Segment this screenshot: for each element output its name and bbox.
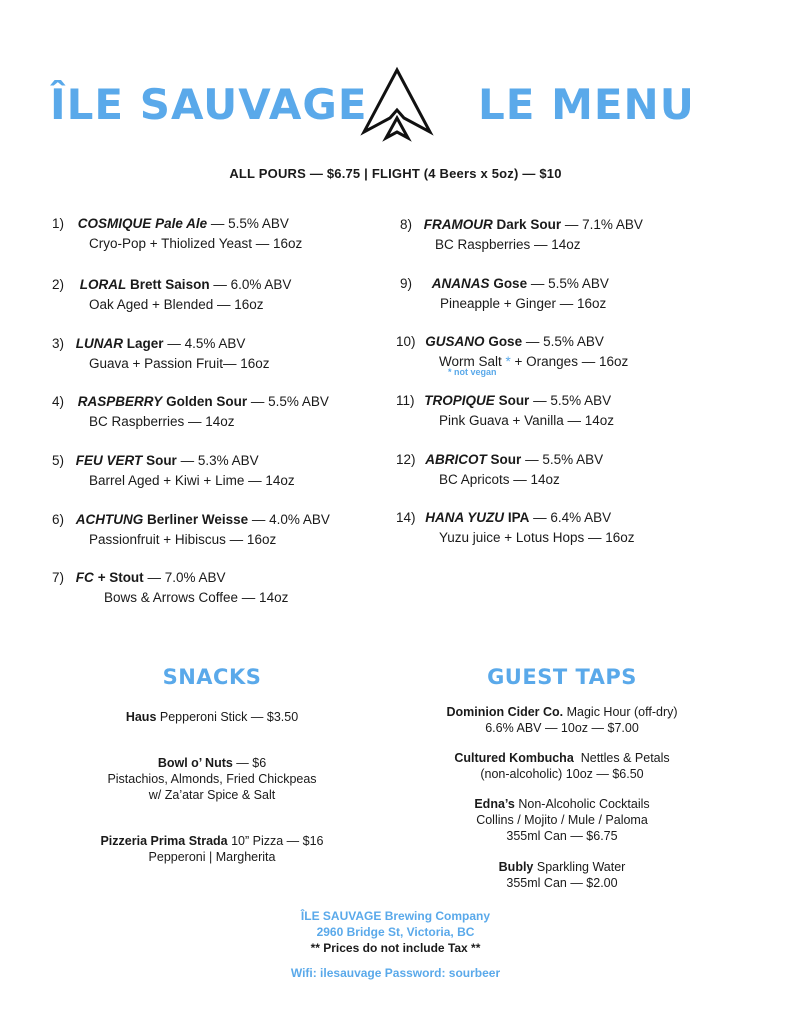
beer-style: Lager (126, 336, 164, 351)
wifi-info: Wifi: ilesauvage Password: sourbeer (290, 966, 501, 980)
beer-name: FEU VERT (75, 453, 143, 468)
beer-style: Sour (146, 453, 177, 468)
beer-number: 7) (52, 570, 65, 585)
item-desc: Sparkling Water (533, 860, 626, 874)
beer-name: GUSANO (425, 334, 485, 349)
beer-detail: Pineapple + Ginger — 16oz (440, 296, 607, 311)
company-address: 2960 Bridge St, Victoria, BC (316, 925, 475, 939)
snack-item (62, 755, 362, 803)
arrowhead-logo-icon (360, 66, 434, 144)
beer-number: 2) (52, 277, 65, 292)
beer-item (52, 510, 330, 550)
beer-name: FC + (75, 570, 106, 585)
beer-detail: Passionfruit + Hibiscus — 16oz (89, 532, 277, 547)
menu-title: LE MENU (478, 80, 695, 129)
beer-detail: BC Apricots — 14oz (439, 472, 560, 487)
tax-note: ** Prices do not include Tax ** (310, 941, 481, 955)
beer-detail: Bows & Arrows Coffee — 14oz (104, 590, 289, 605)
beer-detail: BC Raspberries — 14oz (435, 237, 581, 252)
beer-style: Berliner Weisse (147, 512, 249, 527)
beer-number: 11) (396, 393, 415, 408)
beer-abv: — 6.0% ABV (209, 277, 292, 292)
company-name: ÎLE SAUVAGE Brewing Company (300, 909, 491, 923)
detail-text: + Oranges — 16oz (510, 354, 629, 369)
beer-item (52, 214, 302, 254)
footer (0, 908, 791, 956)
beer-abv: — 7.0% ABV (143, 570, 226, 585)
item-desc: 355ml Can — $2.00 (506, 876, 618, 890)
beer-style: Golden Sour (166, 394, 248, 409)
item-desc: Magic Hour (off-dry) (563, 705, 678, 719)
beer-detail: Cryo-Pop + Thiolized Yeast — 16oz (89, 236, 303, 251)
beer-style: Brett Saison (130, 277, 210, 292)
beer-item (52, 334, 269, 374)
item-desc: 10” Pizza — $16 (227, 834, 324, 848)
beer-abv: — 5.5% ABV (527, 276, 609, 291)
beer-number: 14) (396, 510, 416, 525)
beer-abv: — 5.5% ABV (522, 334, 604, 349)
beer-name: TROPIQUE (424, 393, 495, 408)
beer-abv: — 5.5% ABV (247, 394, 329, 409)
beer-abv: — 7.1% ABV (561, 217, 643, 232)
beer-name: LORAL (79, 277, 127, 292)
item-name: Bubly (498, 860, 534, 874)
guest-taps-title: GUEST TAPS (487, 665, 637, 689)
beer-item (52, 568, 288, 608)
guest-tap-item (412, 859, 712, 891)
beer-name: ANANAS (431, 276, 490, 291)
beer-abv: — 4.5% ABV (163, 336, 246, 351)
beer-number: 4) (52, 394, 65, 409)
beer-style: Pale Ale (155, 216, 208, 231)
beer-abv: — 5.5% ABV (529, 393, 612, 408)
item-name: Bowl o’ Nuts (157, 756, 233, 770)
brand-title: ÎLE SAUVAGE (50, 80, 368, 129)
beer-abv: — 5.5% ABV (207, 216, 289, 231)
beer-abv: — 6.4% ABV (529, 510, 612, 525)
item-name: Dominion Cider Co. (446, 705, 564, 719)
item-desc: Nettles & Petals (573, 751, 670, 765)
beer-item (396, 332, 628, 372)
beer-number: 10) (396, 334, 416, 349)
beer-style: Dark Sour (496, 217, 562, 232)
item-desc: 6.6% ABV — 10oz — $7.00 (485, 721, 639, 735)
beer-item (400, 215, 643, 255)
item-desc: — $6 (232, 756, 267, 770)
beer-name: RASPBERRY (77, 394, 163, 409)
beer-name: ABRICOT (425, 452, 487, 467)
beer-detail: BC Raspberries — 14oz (89, 414, 235, 429)
beer-abv: — 5.5% ABV (521, 452, 604, 467)
beer-detail: Guava + Passion Fruit— 16oz (89, 356, 270, 371)
item-name: Edna’s (474, 797, 515, 811)
item-desc: Non-Alcoholic Cocktails (514, 797, 650, 811)
detail-text: Worm Salt (439, 354, 506, 369)
beer-number: 3) (52, 336, 65, 351)
beer-item (396, 391, 614, 431)
guest-tap-item (412, 704, 712, 736)
beer-style: Gose (488, 334, 523, 349)
guest-tap-item (412, 750, 712, 782)
beer-style: Stout (109, 570, 144, 585)
guest-tap-item (412, 796, 712, 844)
beer-number: 6) (52, 512, 65, 527)
item-desc: Collins / Mojito / Mule / Paloma (476, 813, 648, 827)
beer-number: 1) (52, 216, 65, 231)
beer-abv: — 4.0% ABV (248, 512, 330, 527)
beer-item (52, 275, 291, 315)
item-name: Cultured Kombucha (454, 751, 574, 765)
beer-item (396, 450, 603, 490)
beer-number: 9) (400, 276, 413, 291)
beer-detail: Barrel Aged + Kiwi + Lime — 14oz (89, 473, 295, 488)
beer-style: Sour (498, 393, 530, 408)
item-desc: Pistachios, Almonds, Fried Chickpeas (107, 772, 317, 786)
item-desc: Pepperoni Stick — $3.50 (156, 710, 299, 724)
beer-style: Sour (490, 452, 522, 467)
beer-number: 5) (52, 453, 65, 468)
snack-item (62, 833, 362, 865)
item-desc: w/ Za’atar Spice & Salt (148, 788, 276, 802)
beer-style: IPA (507, 510, 530, 525)
item-name: Pizzeria Prima Strada (100, 834, 228, 848)
not-vegan-star: * (505, 354, 511, 369)
beer-number: 12) (396, 452, 416, 467)
beer-item (52, 451, 295, 491)
beer-number: 8) (400, 217, 413, 232)
not-vegan-note: * not vegan (448, 367, 497, 377)
snack-item (62, 709, 362, 725)
beer-name: LUNAR (75, 336, 124, 351)
beer-style: Gose (493, 276, 528, 291)
beer-name: HANA YUZU (425, 510, 505, 525)
item-desc: Pepperoni | Margherita (148, 850, 276, 864)
beer-name: ACHTUNG (75, 512, 144, 527)
beer-item (396, 508, 635, 548)
beer-detail: Oak Aged + Blended — 16oz (89, 297, 264, 312)
beer-detail: Yuzu juice + Lotus Hops — 16oz (439, 530, 635, 545)
beer-name: COSMIQUE (77, 216, 152, 231)
item-desc: 355ml Can — $6.75 (506, 829, 618, 843)
beer-item (400, 274, 609, 314)
item-desc: (non-alcoholic) 10oz — $6.50 (480, 767, 644, 781)
beer-item (52, 392, 329, 432)
beer-abv: — 5.3% ABV (176, 453, 259, 468)
beer-detail: Pink Guava + Vanilla — 14oz (439, 413, 614, 428)
pricing-line: ALL POURS — $6.75 | FLIGHT (4 Beers x 5oz) — $10 (229, 166, 562, 181)
beer-name: FRAMOUR (423, 217, 493, 232)
item-name: Haus (125, 710, 157, 724)
snacks-title: SNACKS (162, 665, 262, 689)
